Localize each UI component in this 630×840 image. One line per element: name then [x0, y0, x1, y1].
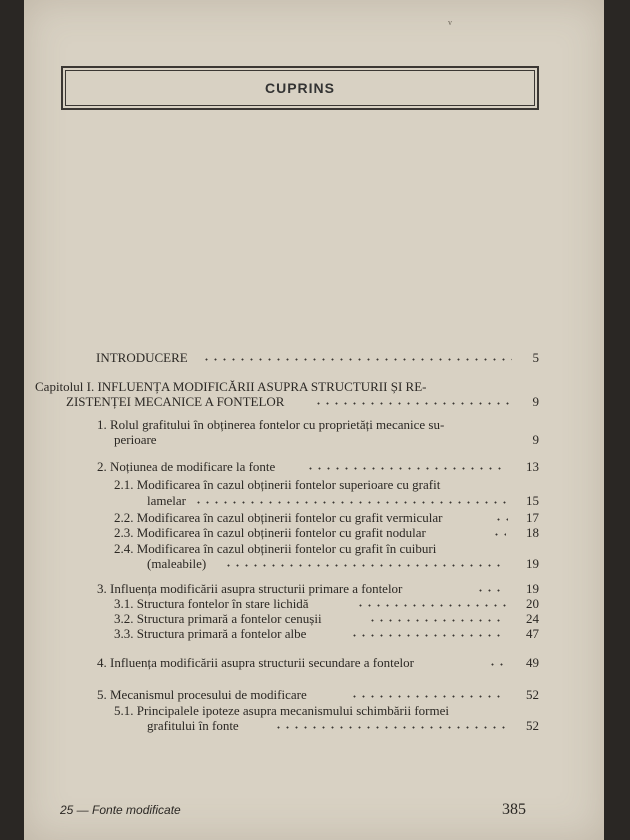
footer-page-number: 385	[502, 801, 526, 818]
toc-page-number: 49	[526, 655, 539, 670]
toc-entry-2: 2. Noțiunea de modificare la fonte	[97, 459, 276, 474]
toc-entry-3-2: 3.2. Structura primară a fontelor cenușii	[114, 611, 322, 626]
dot-leader	[224, 564, 506, 567]
footer-signature: 25 — Fonte modificate	[60, 803, 181, 817]
toc-page-number: 47	[526, 626, 539, 641]
dot-leader	[350, 634, 506, 637]
toc-entry-1-line2: perioare	[114, 432, 157, 447]
toc-entry-2-2: 2.2. Modificarea în cazul obținerii fontelor cu grafit vermicular	[114, 510, 443, 525]
toc-page-number: 9	[532, 394, 539, 409]
dot-leader	[368, 619, 506, 622]
toc-page-number: 24	[526, 611, 539, 626]
toc-page-number: 17	[526, 510, 539, 525]
toc-entry-5-1-line2: grafitului în fonte	[147, 718, 239, 733]
toc-page-number: 13	[526, 459, 539, 474]
toc-entry-3-3: 3.3. Structura primară a fontelor albe	[114, 626, 307, 641]
toc-page-number: 19	[526, 581, 539, 596]
dot-leader	[274, 726, 506, 729]
toc-entry-5-1-line1: 5.1. Principalele ipoteze asupra mecanismului schimbării formei	[114, 703, 450, 718]
toc-entry-5: 5. Mecanismul procesului de modificare	[97, 687, 307, 702]
toc-page-number: 52	[526, 687, 539, 702]
toc-entry-3: 3. Influența modificării asupra structurii primare a fontelor	[97, 581, 403, 596]
dot-leader	[194, 501, 506, 504]
page-heading: CUPRINS	[264, 80, 335, 96]
toc-entry-2-1-line2: lamelar	[147, 493, 186, 508]
toc-page-number: 52	[526, 718, 539, 733]
dot-leader	[350, 695, 506, 698]
page-mark: v	[448, 18, 452, 27]
toc-entry-introducere: INTRODUCERE	[96, 350, 188, 365]
toc-page-number: 5	[532, 350, 539, 365]
dot-leader	[314, 402, 510, 405]
dot-leader	[356, 604, 506, 607]
toc-page-number: 18	[526, 525, 539, 540]
dot-leader	[306, 467, 506, 470]
toc-entry-2-4-line2: (maleabile)	[147, 556, 207, 571]
toc-entry-1-line1: 1. Rolul grafitului în obținerea fontelor cu proprietăți mecanice su-	[97, 417, 445, 432]
dot-leader	[202, 358, 512, 361]
toc-entry-4: 4. Influența modificării asupra structurii secundare a fontelor	[97, 655, 414, 670]
book-page	[24, 0, 604, 840]
toc-entry-2-1-line1: 2.1. Modificarea în cazul obținerii fontelor superioare cu grafit	[114, 477, 441, 492]
toc-chapter-title-line1: Capitolul I. INFLUENȚA MODIFICĂRII ASUPRA STRUCTURII ȘI RE-	[35, 379, 427, 394]
toc-page-number: 20	[526, 596, 539, 611]
toc-entry-2-3: 2.3. Modificarea în cazul obținerii fontelor cu grafit nodular	[114, 525, 426, 540]
toc-entry-2-4-line1: 2.4. Modificarea în cazul obținerii fontelor cu grafit în cuiburi	[114, 541, 437, 556]
toc-page-number: 9	[532, 432, 539, 447]
toc-page-number: 19	[526, 556, 539, 571]
toc-chapter-title-line2: ZISTENȚEI MECANICE A FONTELOR	[66, 394, 285, 409]
toc-page-number: 15	[526, 493, 539, 508]
heading-box	[61, 66, 539, 110]
toc-entry-3-1: 3.1. Structura fontelor în stare lichidă	[114, 596, 309, 611]
